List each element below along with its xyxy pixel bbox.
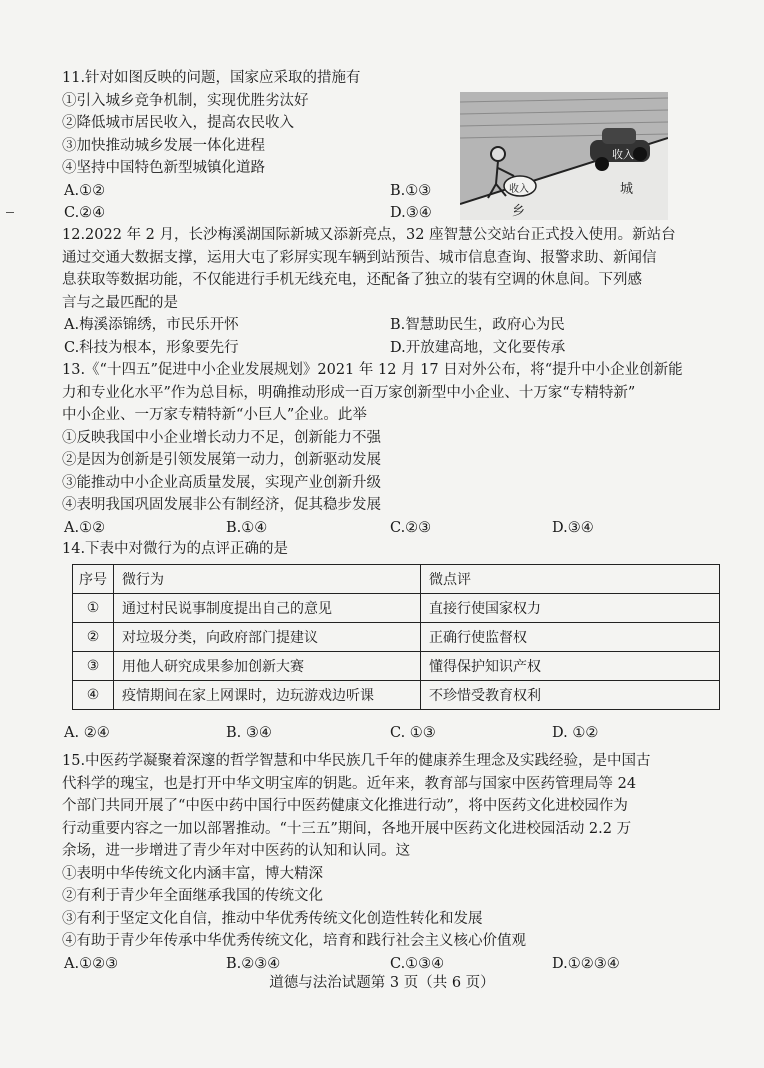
table-cell: ① [73, 594, 114, 623]
question-15 [62, 750, 722, 975]
question-text: 力和专业化水平”作为总目标，明确推动形成一百万家创新型中小企业、十万家“专精特新” [62, 384, 636, 401]
choice-item: ③能推动中小企业高质量发展，实现产业创新升级 [62, 474, 381, 491]
option-c[interactable]: C.①③④ [390, 955, 445, 972]
table-cell: 通过村民说事制度提出自己的意见 [114, 594, 421, 623]
question-text: 通过交通大数据支撑，运用大屯了彩屏实现车辆到站预告、城市信息查询、报警求助、新闻信 [62, 249, 657, 266]
option-d[interactable]: D.③④ [552, 519, 594, 536]
choice-item: ④坚持中国特色新型城镇化道路 [62, 160, 265, 176]
table-header: 序号 [73, 565, 114, 594]
question-13 [62, 359, 722, 539]
question-text: 息获取等数据功能，不仅能进行手机无线充电，还配备了独立的装有空调的休息间。下列感 [62, 272, 642, 288]
choice-item: ①引入城乡竞争机制，实现优胜劣汰好 [62, 92, 309, 109]
table-cell: 正确行使监督权 [421, 623, 720, 652]
question-stem: 11.针对如图反映的问题，国家应采取的措施有 [62, 70, 361, 86]
table-cell: 疫情期间在家上网课时，边玩游戏边听课 [114, 681, 421, 710]
table-row [73, 594, 720, 623]
table-cell: ② [73, 623, 114, 652]
answer-options-row [62, 722, 722, 745]
choice-item: ①反映我国中小企业增长动力不足，创新能力不强 [62, 429, 381, 446]
choice-item: ④有助于青少年传承中华优秀传统文化，培育和践行社会主义核心价值观 [62, 933, 526, 949]
option-d[interactable]: D. ①② [552, 725, 599, 741]
table-row [73, 681, 720, 710]
answer-options-row [62, 337, 722, 360]
option-d[interactable]: D.③④ [390, 205, 432, 221]
cartoon-image [460, 92, 668, 220]
table-cell: 对垃圾分类，向政府部门提建议 [114, 623, 421, 652]
question-stem: 14.下表中对微行为的点评正确的是 [62, 541, 289, 557]
cartoon-label: 城 [620, 182, 634, 197]
table-cell: ④ [73, 681, 114, 710]
cartoon-label: 收入 [612, 148, 634, 161]
question-text: 代科学的瑰宝，也是打开中华文明宝库的钥匙。近年来，教育部与国家中医药管理局等 24 [62, 775, 637, 792]
cartoon-drawing [460, 92, 668, 220]
table-row [73, 623, 720, 652]
table-header: 微点评 [421, 565, 720, 594]
question-text: 12.2022 年 2 月，长沙梅溪湖国际新城又添新亮点，32 座智慧公交站台正式投入使用。新站台 [62, 227, 676, 243]
cartoon-label: 乡 [512, 204, 526, 219]
option-d[interactable]: D.①②③④ [552, 955, 620, 972]
choice-item: ③有利于坚定文化自信，推动中华优秀传统文化创造性转化和发展 [62, 910, 483, 927]
question-text: 余场，进一步增进了青少年对中医药的认知和认同。这 [62, 843, 410, 859]
option-b[interactable]: B.①④ [226, 519, 268, 536]
answer-options-row [62, 517, 722, 540]
choice-item: ②有利于青少年全面继承我国的传统文化 [62, 888, 323, 904]
option-b[interactable]: B. ③④ [226, 725, 272, 741]
choice-item: ④表明我国巩固发展非公有制经济，促其稳步发展 [62, 497, 381, 513]
table-cell: 不珍惜受教育权利 [421, 681, 720, 710]
choice-item: ③加快推动城乡发展一体化进程 [62, 137, 265, 154]
option-a[interactable]: A.①② [64, 519, 106, 536]
question-text: 15.中医药学凝聚着深邃的哲学智慧和中华民族几千年的健康养生理念及实践经验，是中国古 [62, 753, 651, 769]
option-a[interactable]: A.①② [64, 182, 106, 199]
table-cell: 懂得保护知识产权 [421, 652, 720, 681]
question-text: 行动重要内容之一加以部署推动。“十三五”期间，各地开展中医药文化进校园活动 2.2 万 [62, 820, 632, 837]
option-d[interactable]: D.开放建高地，文化要传承 [390, 339, 566, 356]
margin-mark [6, 212, 14, 213]
question-text: 13.《“十四五”促进中小企业发展规划》2021 年 12 月 17 日对外公布，将“提升中小企业创新能 [62, 362, 683, 378]
option-a[interactable]: A.梅溪添锦绣，市民乐开怀 [64, 317, 239, 333]
table-header: 微行为 [114, 565, 421, 594]
question-14-options [62, 722, 722, 745]
option-c[interactable]: C. ①③ [390, 725, 436, 741]
option-b[interactable]: B.智慧助民生，政府心为民 [390, 317, 565, 333]
table-row [73, 652, 720, 681]
question-text: 言与之最匹配的是 [62, 294, 178, 311]
option-a[interactable]: A.①②③ [64, 955, 119, 972]
option-b[interactable]: B.①③ [390, 182, 432, 199]
option-c[interactable]: C.②③ [390, 519, 432, 536]
option-b[interactable]: B.②③④ [226, 955, 281, 972]
cartoon-label: 收入 [509, 184, 529, 195]
table-cell: ③ [73, 652, 114, 681]
behavior-table [72, 564, 720, 710]
question-text: 中小企业、一万家专精特新“小巨人”企业。此举 [62, 407, 367, 423]
choice-item: ①表明中华传统文化内涵丰富，博大精深 [62, 865, 323, 882]
table-header-row [73, 565, 720, 594]
page-footer: 道德与法治试题第 3 页（共 6 页） [269, 975, 495, 991]
option-c[interactable]: C.②④ [64, 205, 106, 221]
table-cell: 直接行使国家权力 [421, 594, 720, 623]
choice-item: ②是因为创新是引领发展第一动力，创新驱动发展 [62, 452, 381, 468]
question-12 [62, 224, 722, 359]
option-c[interactable]: C.科技为根本，形象要先行 [64, 339, 239, 356]
answer-options-row [62, 314, 722, 337]
option-a[interactable]: A. ②④ [64, 725, 110, 741]
question-text: 个部门共同开展了“中医中药中国行中医药健康文化推进行动”，将中医药文化进校园作为 [62, 798, 628, 814]
question-14 [62, 538, 722, 561]
choice-item: ②降低城市居民收入，提高农民收入 [62, 115, 294, 131]
table-cell: 用他人研究成果参加创新大赛 [114, 652, 421, 681]
